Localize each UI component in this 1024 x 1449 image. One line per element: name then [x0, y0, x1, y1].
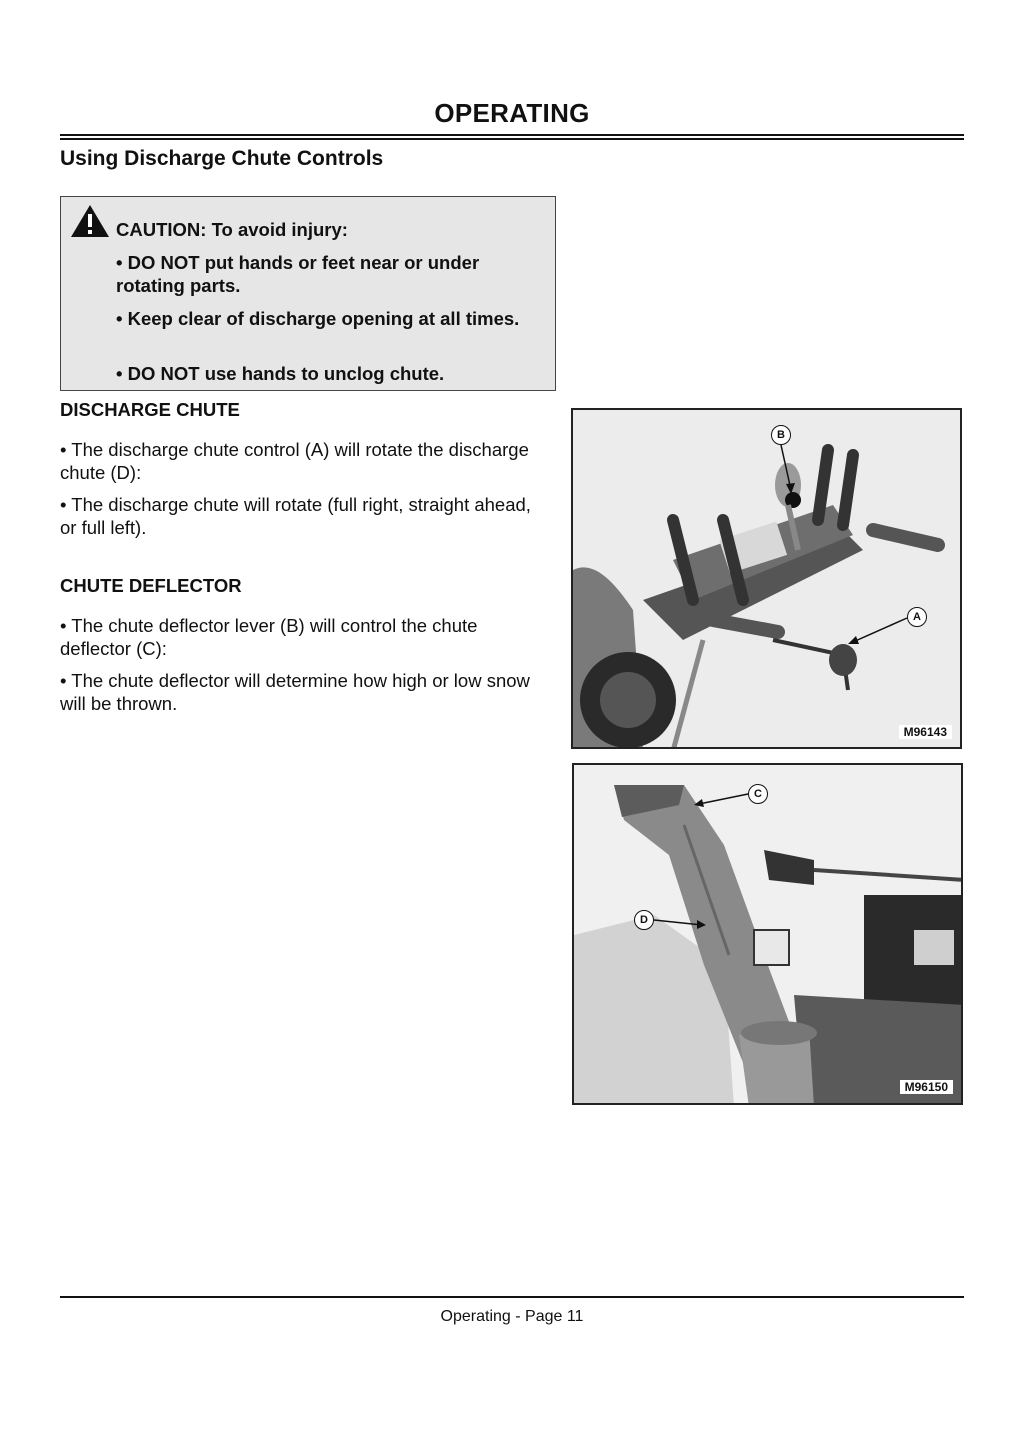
discharge-chute-illustration: [574, 765, 963, 1105]
caution-heading: CAUTION: To avoid injury:: [116, 219, 348, 240]
callout-c: C: [748, 784, 768, 804]
callout-d: D: [634, 910, 654, 930]
chute-deflector-bullet: • The chute deflector will determine how high or low snow will be thrown.: [60, 670, 530, 714]
caution-box: [60, 196, 556, 391]
header-double-rule: [60, 134, 964, 140]
callout-a: A: [907, 607, 927, 627]
chute-deflector-heading: CHUTE DEFLECTOR: [60, 575, 242, 596]
footer-rule: [60, 1296, 964, 1298]
control-panel-photo: [571, 408, 962, 749]
page-heading: Using Discharge Chute Controls: [60, 147, 384, 170]
figure-label: M96150: [900, 1080, 953, 1094]
page-footer: Operating - Page 11: [440, 1308, 584, 1325]
caution-item: • Keep clear of discharge opening at all times.: [116, 308, 520, 329]
discharge-chute-heading: DISCHARGE CHUTE: [60, 399, 240, 420]
warning-triangle-icon: [69, 203, 111, 239]
section-title: OPERATING: [434, 98, 590, 128]
discharge-chute-photo: [572, 763, 963, 1105]
discharge-chute-bullet: • The discharge chute will rotate (full right, straight ahead, or full left).: [60, 494, 531, 538]
discharge-chute-bullet: • The discharge chute control (A) will rotate the discharge chute (D):: [60, 439, 529, 483]
caution-item: • DO NOT use hands to unclog chute.: [116, 363, 445, 384]
figure-label: M96143: [899, 725, 952, 739]
callout-b: B: [771, 425, 791, 445]
chute-deflector-bullet: • The chute deflector lever (B) will control the chute deflector (C):: [60, 615, 478, 659]
control-panel-illustration: [573, 410, 962, 749]
caution-item: • DO NOT put hands or feet near or under rotating parts.: [116, 252, 480, 296]
